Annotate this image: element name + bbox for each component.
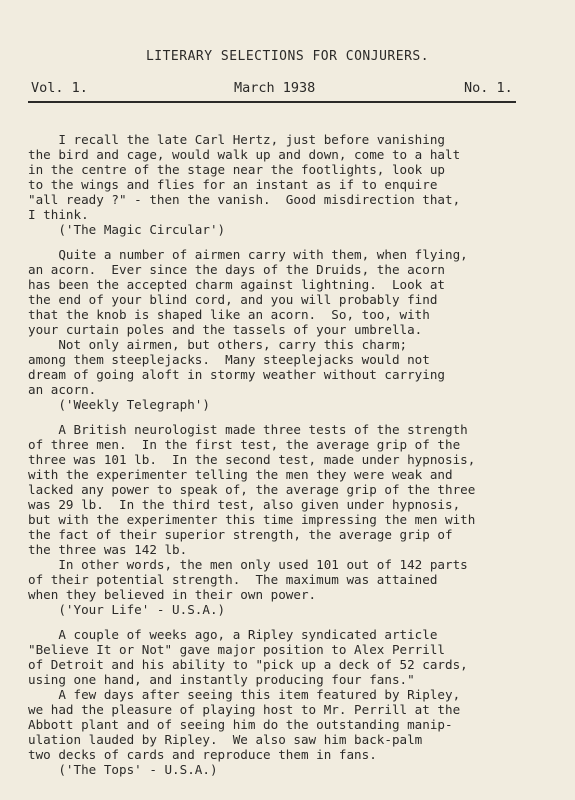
- header-rule: [28, 101, 516, 103]
- issue-date: March 1938: [234, 80, 316, 96]
- article-line: Quite a number of airmen carry with them, when flying,: [28, 247, 468, 262]
- article-line: but with the experimenter this time impressing the men with: [28, 512, 476, 527]
- article-line: "all ready ?" - then the vanish. Good misdirection that,: [28, 192, 461, 207]
- article-line: In other words, the men only used 101 out of 142 parts: [28, 557, 468, 572]
- article-gap: [28, 237, 558, 247]
- article-line: of their potential strength. The maximum was attained: [28, 572, 438, 587]
- article-line: that the knob is shaped like an acorn. So, too, with: [28, 307, 430, 322]
- article-gap: [28, 412, 558, 422]
- article-line: A couple of weeks ago, a Ripley syndicated article: [28, 627, 438, 642]
- article-line: lacked any power to speak of, the average grip of the three: [28, 482, 476, 497]
- article-line: of three men. In the first test, the average grip of the: [28, 437, 461, 452]
- article-line: I think.: [28, 207, 89, 222]
- article-line: the bird and cage, would walk up and down, come to a halt: [28, 147, 461, 162]
- article-body: [28, 132, 558, 777]
- article-line: your curtain poles and the tassels of your umbrella.: [28, 322, 423, 337]
- article-line: of Detroit and his ability to "pick up a deck of 52 cards,: [28, 657, 468, 672]
- article-line: using one hand, and instantly producing four fans.": [28, 672, 415, 687]
- article-line: the end of your blind cord, and you will probably find: [28, 292, 438, 307]
- article-line: A British neurologist made three tests of the strength: [28, 422, 468, 437]
- article-line: ulation lauded by Ripley. We also saw him back-palm: [28, 732, 423, 747]
- article-line: with the experimenter telling the men they were weak and: [28, 467, 453, 482]
- article-line: two decks of cards and reproduce them in fans.: [28, 747, 377, 762]
- article-line: when they believed in their own power.: [28, 587, 317, 602]
- article-gap: [28, 617, 558, 627]
- article-line: ('The Magic Circular'): [28, 222, 226, 237]
- article-line: to the wings and flies for an instant as if to enquire: [28, 177, 438, 192]
- issue-number: No. 1.: [464, 80, 513, 96]
- newsletter-title: LITERARY SELECTIONS FOR CONJURERS.: [145, 49, 430, 64]
- article-line: I recall the late Carl Hertz, just before vanishing: [28, 132, 446, 147]
- article-line: ('The Tops' - U.S.A.): [28, 762, 218, 777]
- article-line: dream of going aloft in stormy weather without carrying: [28, 367, 446, 382]
- article-line: the fact of their superior strength, the average grip of: [28, 527, 453, 542]
- article-line: in the centre of the stage near the footlights, look up: [28, 162, 446, 177]
- article-line: ('Weekly Telegraph'): [28, 397, 210, 412]
- article-line: Not only airmen, but others, carry this charm;: [28, 337, 408, 352]
- article-line: we had the pleasure of playing host to Mr. Perrill at the: [28, 702, 461, 717]
- article-line: three was 101 lb. In the second test, made under hypnosis,: [28, 452, 476, 467]
- article-line: among them steeplejacks. Many steeplejacks would not: [28, 352, 430, 367]
- article-line: was 29 lb. In the third test, also given under hypnosis,: [28, 497, 461, 512]
- article-line: A few days after seeing this item featured by Ripley,: [28, 687, 461, 702]
- article-line: an acorn. Ever since the days of the Druids, the acorn: [28, 262, 446, 277]
- volume-label: Vol. 1.: [31, 80, 88, 96]
- article-line: ('Your Life' - U.S.A.): [28, 602, 226, 617]
- article-line: the three was 142 lb.: [28, 542, 188, 557]
- article-line: Abbott plant and of seeing him do the outstanding manip-: [28, 717, 453, 732]
- article-line: has been the accepted charm against lightning. Look at: [28, 277, 446, 292]
- article-line: an acorn.: [28, 382, 97, 397]
- article-line: "Believe It or Not" gave major position to Alex Perrill: [28, 642, 446, 657]
